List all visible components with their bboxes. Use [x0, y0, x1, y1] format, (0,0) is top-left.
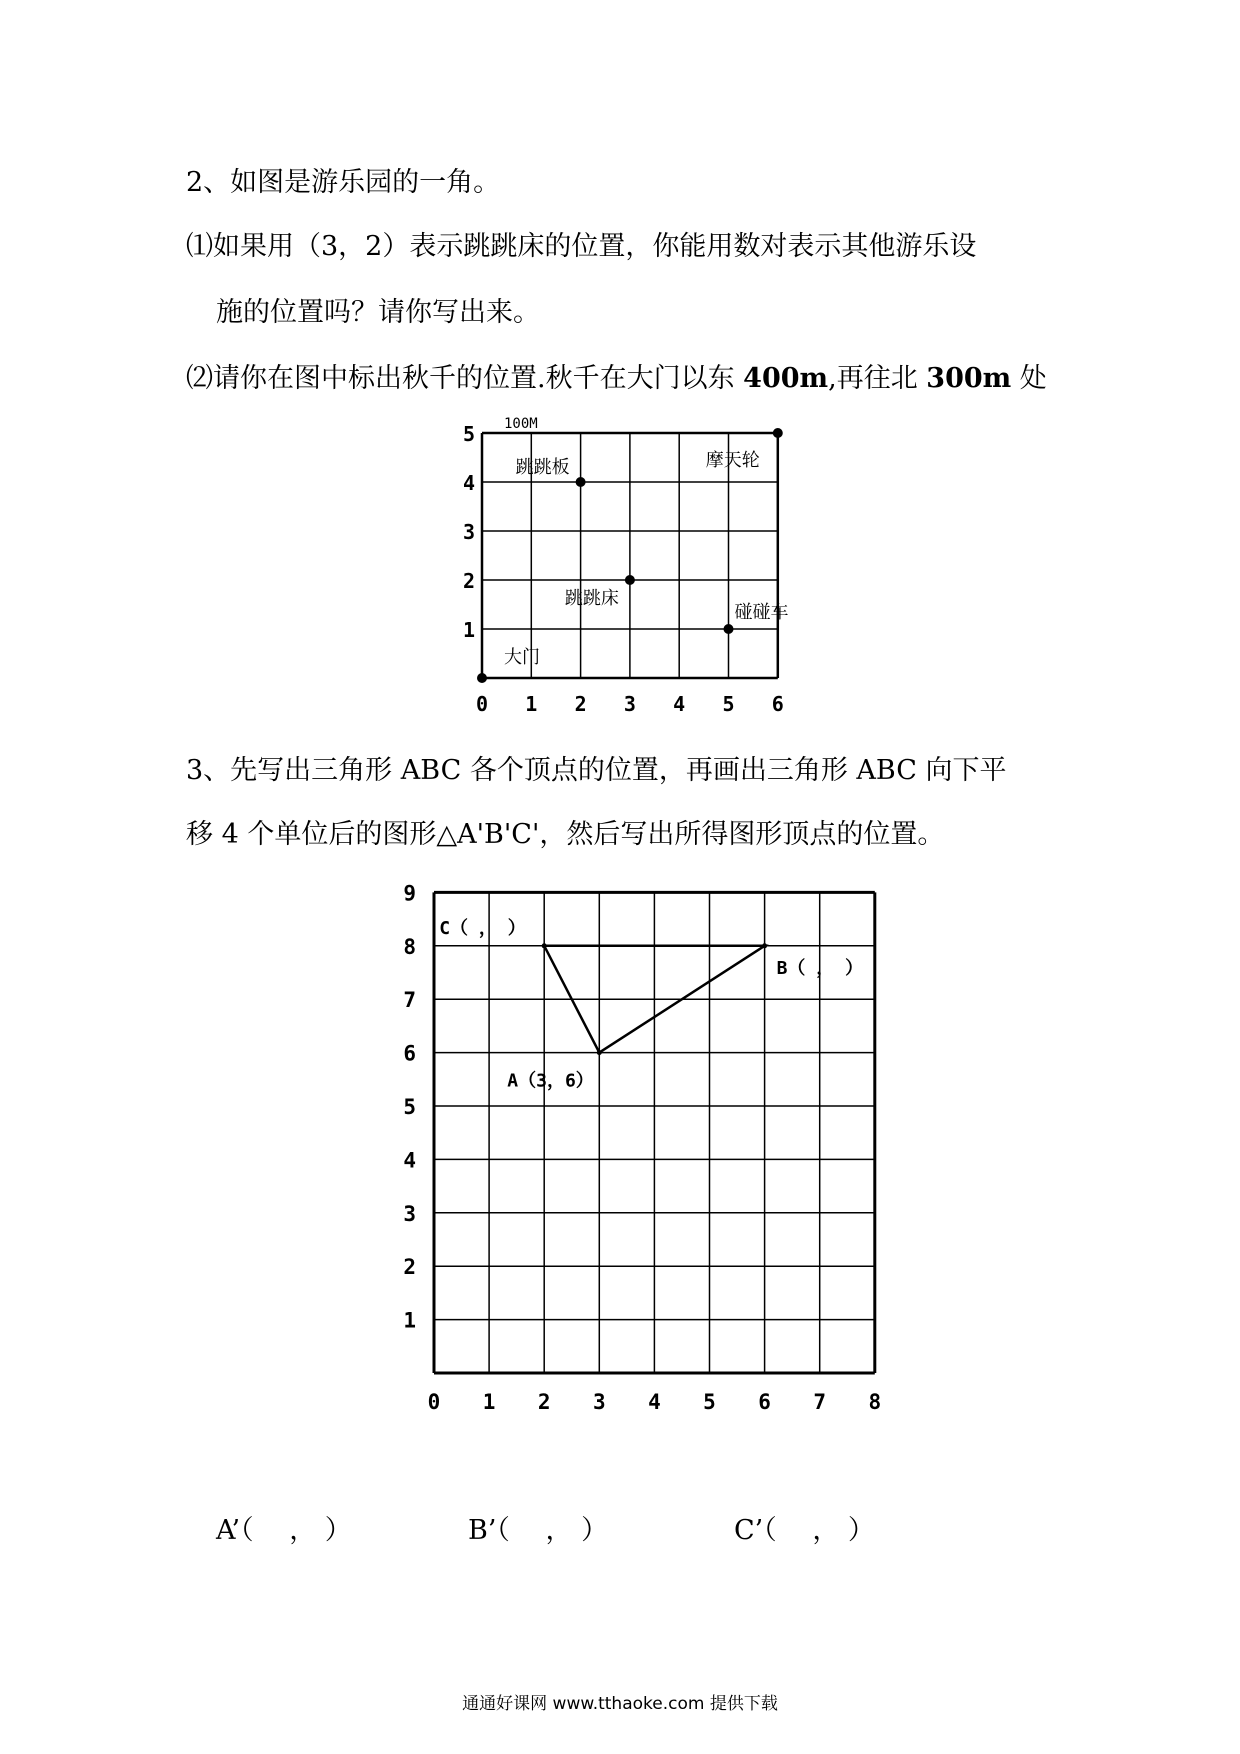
grid1-point-marker: [773, 428, 783, 438]
vertex-a-label: A（3，6）: [507, 1070, 594, 1092]
q2-part2-a: ⑵请你在图中标出秋千的位置.秋千在大门以东: [186, 363, 744, 394]
vertex-b-marker: [762, 943, 767, 948]
q3-line1: 3、先写出三角形 ABC 各个顶点的位置，再画出三角形 ABC 向下平: [186, 755, 1007, 786]
grid1-point-label: 跳跳板: [515, 457, 570, 478]
grid1-point-marker: [576, 477, 586, 487]
grid1-y-tick: 4: [462, 471, 475, 495]
answer-row: [216, 1508, 875, 1547]
answer-b-prime[interactable]: B’（ ， ）: [468, 1515, 609, 1546]
q2-part2-c: ,再往北: [828, 363, 927, 394]
q2-part1-line1: ⑴如果用（3，2）表示跳跳床的位置，你能用数对表示其他游乐设: [186, 231, 977, 262]
grid1-unit-label: 100M: [504, 416, 538, 432]
grid2-x-tick: 4: [648, 1390, 661, 1414]
footer-credit: 通通好课网 www.tthaoke.com 提供下载: [462, 1694, 778, 1714]
vertex-b-label: B（ ， ）: [776, 957, 864, 979]
grid2-y-tick: 2: [403, 1255, 416, 1280]
q3-line2: 移 4 个单位后的图形△A'B'C'，然后写出所得图形顶点的位置。: [186, 819, 945, 850]
q2-distance-north: 300m: [926, 363, 1012, 394]
grid2-y-tick: 5: [403, 1095, 416, 1119]
grid1-x-tick: 0: [475, 692, 489, 716]
grid2-x-tick: 1: [482, 1390, 496, 1414]
grid2-y-tick: 9: [403, 881, 416, 906]
grid1-x-tick: 4: [673, 692, 686, 716]
grid1-x-tick: 6: [771, 692, 784, 716]
answer-c-prime[interactable]: C’（ ， ）: [734, 1515, 875, 1546]
grid1-point-marker: [625, 575, 635, 585]
grid2-x-tick: 7: [813, 1390, 827, 1414]
answer-a-prime[interactable]: A’（ ， ）: [216, 1515, 352, 1546]
grid2-y-tick: 4: [403, 1148, 416, 1173]
grid1-y-tick: 1: [462, 618, 475, 642]
grid2-x-tick: 6: [758, 1390, 771, 1414]
grid1-y-tick: 3: [462, 520, 475, 544]
grid1-point-label: 跳跳床: [564, 588, 619, 609]
grid2-y-tick: 8: [403, 934, 416, 959]
grid2-y-tick: 3: [403, 1201, 416, 1226]
vertex-c-label: C（ ， ）: [439, 917, 526, 939]
grid1-point-marker: [477, 673, 487, 683]
grid1-point-label: 大门: [504, 647, 540, 668]
grid2-y-tick: 6: [403, 1041, 416, 1066]
grid1-x-tick: 1: [525, 692, 538, 716]
q2-part1-line2: 施的位置吗？请你写出来。: [216, 297, 540, 328]
grid1-x-tick: 2: [574, 692, 587, 716]
grid1-point-label: 碰碰车: [734, 602, 789, 623]
grid2-x-tick: 2: [537, 1390, 551, 1414]
grid2-x-tick: 0: [427, 1390, 441, 1414]
vertex-a-marker: [597, 1050, 602, 1055]
grid2-x-tick: 8: [868, 1390, 882, 1414]
grid1-y-tick: 2: [462, 569, 475, 593]
grid2-y-tick: 7: [403, 988, 416, 1013]
grid1-y-tick: 5: [462, 422, 475, 446]
q2-title: 2、如图是游乐园的一角。: [186, 167, 501, 198]
vertex-c-marker: [542, 943, 547, 948]
grid1-point-marker: [724, 624, 734, 634]
q2-part2-e: 处: [1011, 363, 1047, 394]
grid2-x-tick: 5: [703, 1390, 716, 1414]
grid2-x-tick: 3: [592, 1390, 606, 1414]
grid2-y-tick: 1: [403, 1308, 416, 1333]
q2-distance-east: 400m: [743, 363, 829, 394]
grid1-x-tick: 5: [722, 692, 735, 716]
grid1-point-label: 摩天轮: [705, 450, 760, 471]
grid1-x-tick: 3: [623, 692, 636, 716]
